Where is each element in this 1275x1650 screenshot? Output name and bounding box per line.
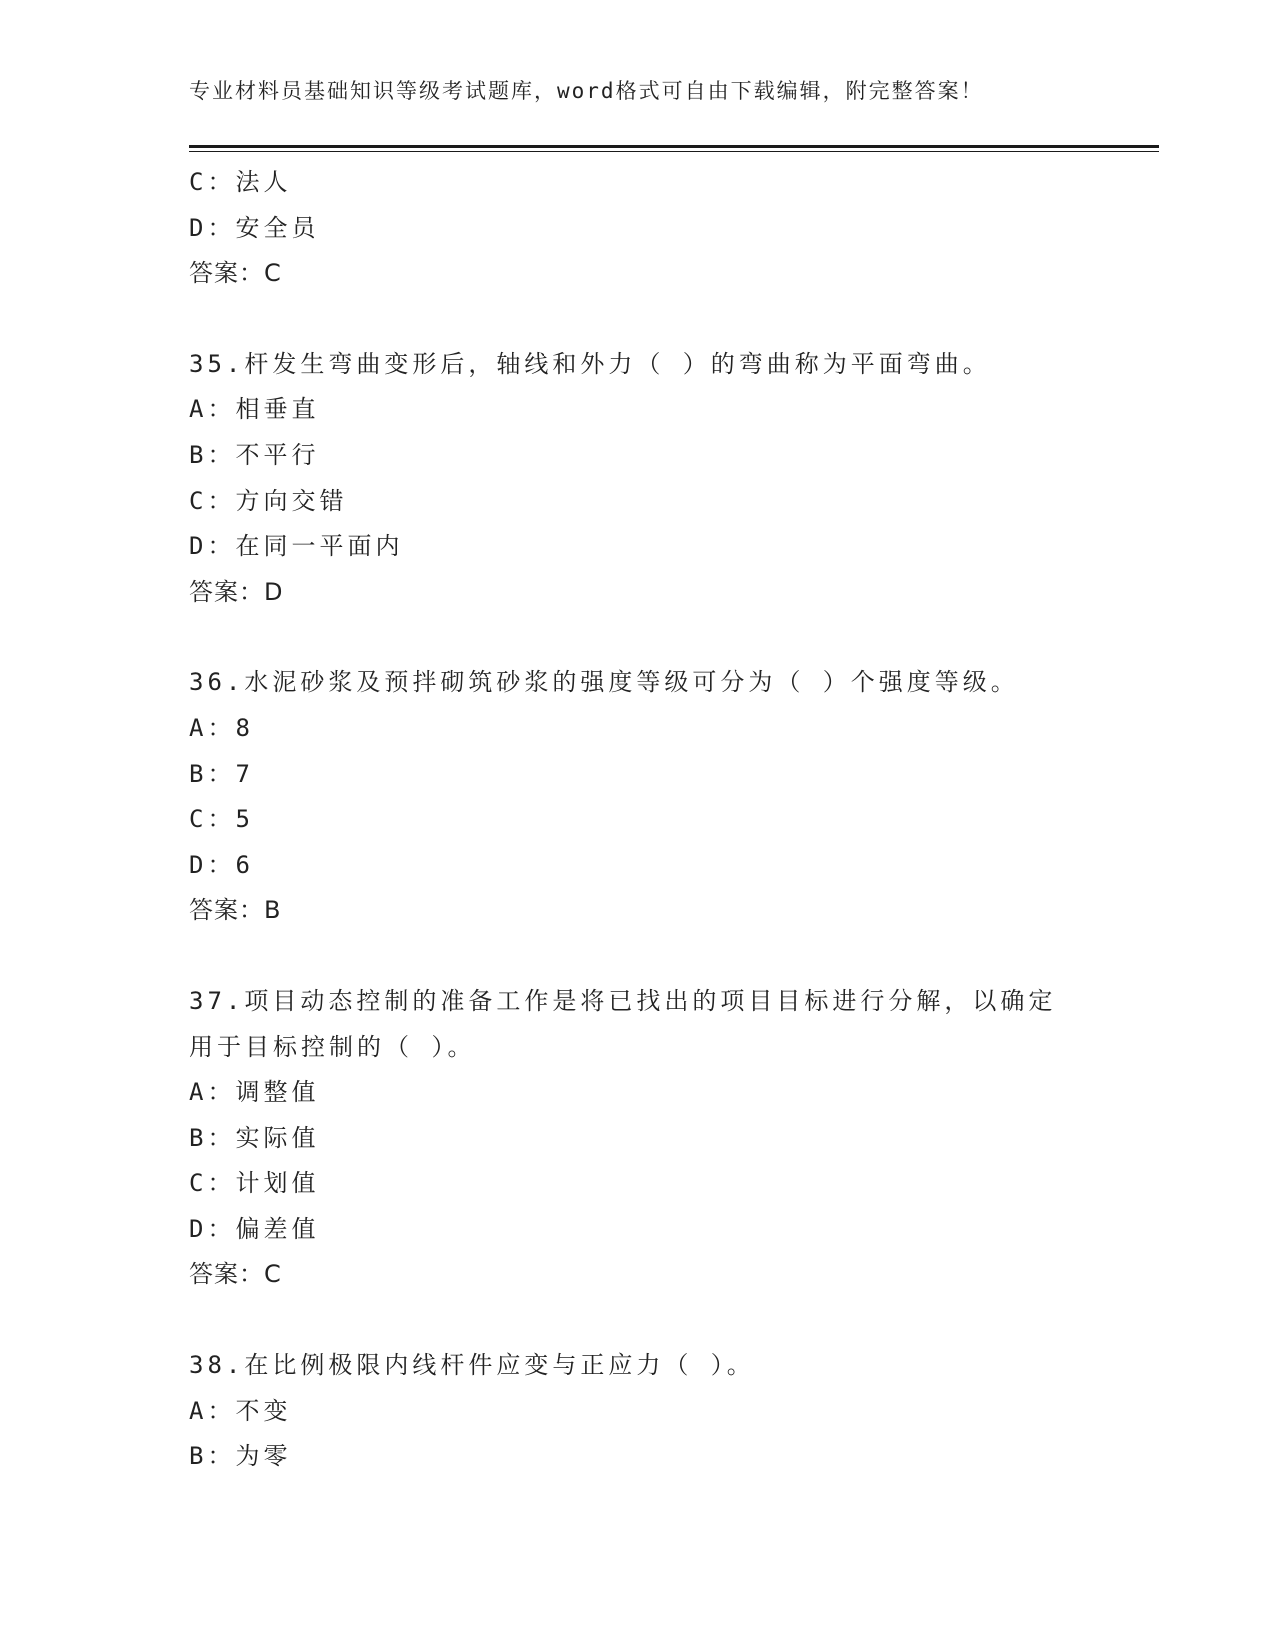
option-d: D：6 <box>189 850 254 879</box>
answer-line: 答案：D <box>189 577 284 606</box>
option-c: C：方向交错 <box>189 486 348 515</box>
option-b: B：为零 <box>189 1442 292 1471</box>
option-d: D：安全员 <box>189 213 320 242</box>
question-stem-37-line-1: 37.项目动态控制的准备工作是将已找出的项目目标进行分解，以确定 <box>189 986 1057 1015</box>
header-rule-thick <box>189 145 1159 148</box>
answer-line: 答案：C <box>189 259 282 288</box>
option-b: B：7 <box>189 759 254 788</box>
answer-line: 答案：C <box>189 1260 282 1289</box>
header-rule-thin <box>189 151 1159 152</box>
option-b: B：实际值 <box>189 1123 320 1152</box>
option-b: B：不平行 <box>189 440 320 469</box>
option-a: A：调整值 <box>189 1078 320 1107</box>
option-a: A：不变 <box>189 1396 292 1425</box>
question-list <box>189 160 1089 1480</box>
option-c: C：计划值 <box>189 1169 320 1198</box>
page-header: 专业材料员基础知识等级考试题库，word格式可自由下载编辑，附完整答案！ <box>189 79 984 103</box>
answer-line: 答案：B <box>189 896 282 925</box>
question-stem-35: 35.杆发生弯曲变形后，轴线和外力（ ）的弯曲称为平面弯曲。 <box>189 349 991 378</box>
question-stem-38: 38.在比例极限内线杆件应变与正应力（ ）。 <box>189 1351 755 1380</box>
option-d: D：偏差值 <box>189 1214 320 1243</box>
question-stem-37-line-2: 用于目标控制的（ ）。 <box>189 1032 476 1061</box>
option-c: C：法人 <box>189 168 292 196</box>
option-a: A：8 <box>189 713 254 742</box>
option-a: A：相垂直 <box>189 395 320 424</box>
option-d: D：在同一平面内 <box>189 532 404 561</box>
option-c: C：5 <box>189 805 254 834</box>
question-stem-36: 36.水泥砂浆及预拌砌筑砂浆的强度等级可分为（ ）个强度等级。 <box>189 668 1019 697</box>
